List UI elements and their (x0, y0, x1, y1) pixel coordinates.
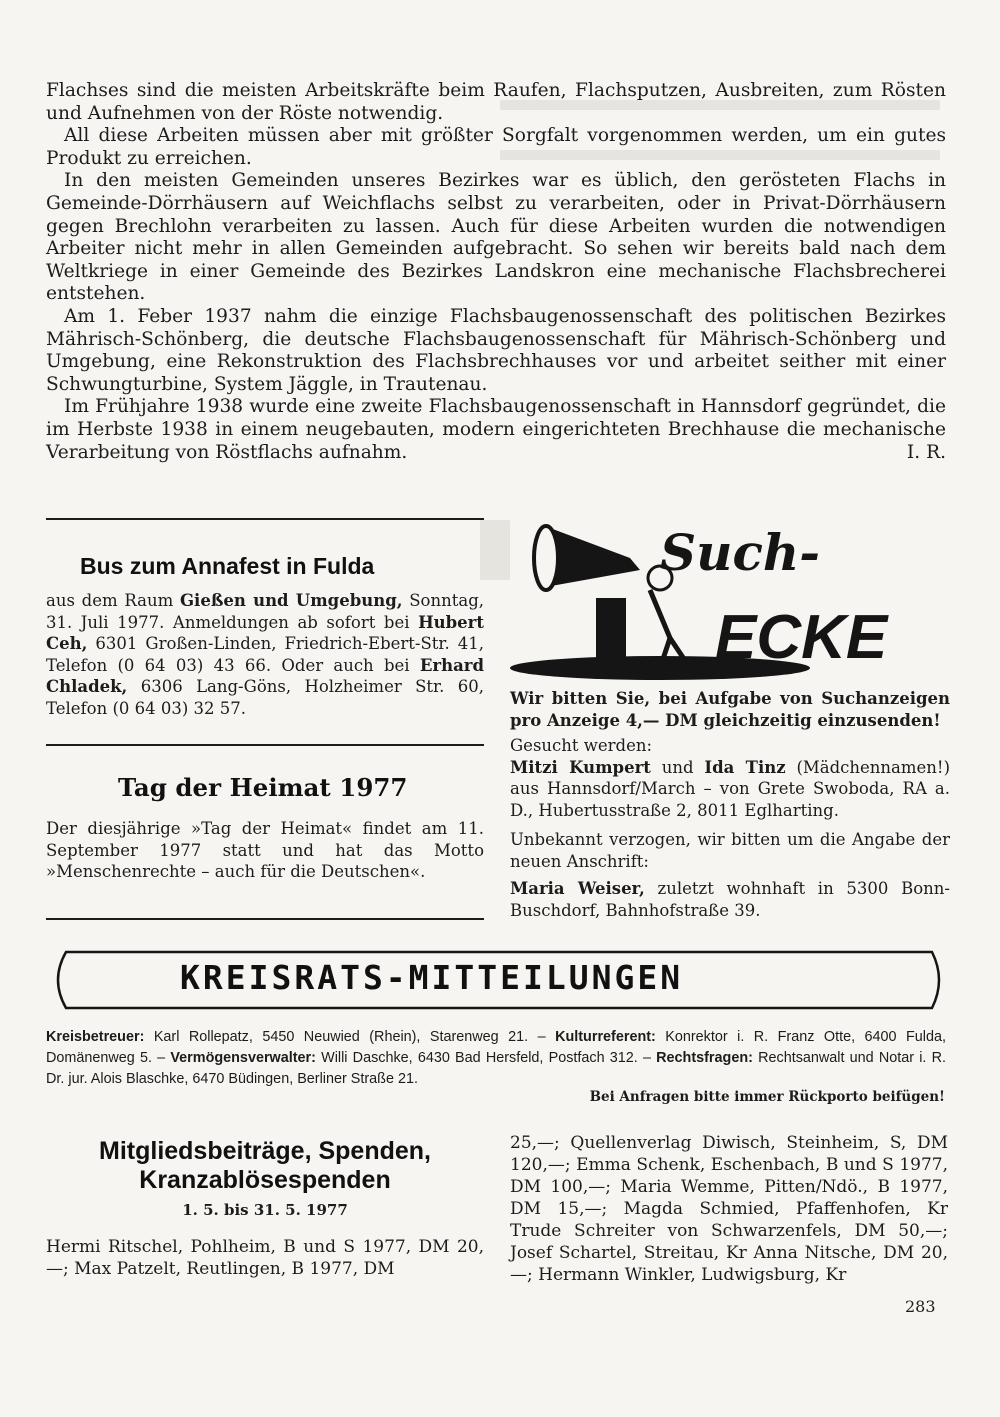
donations-list-right: 25,—; Quellenverlag Diwisch, Steinheim, S, DM 120,—; Emma Schenk, Eschenbach, B und S 1977, DM 100,—; Maria Wemme, Pitten/Ndö., B 1977, DM 15,—; Magda Schmied, Pfaffenhofen, Kr Trude Schreiter von Schwarzenfels, DM 50,—; Josef Schartel, Streitau, Kr Anna Nitsche, DM 20,—; Hermann Winkler, Ludwigsburg, Kr (510, 1133, 948, 1285)
bleed-through (480, 520, 510, 580)
mitgliedsbeitraege-period: 1. 5. bis 31. 5. 1977 (182, 1201, 348, 1219)
section-divider (46, 518, 484, 520)
kreisrat-label: Rechtsfragen: (656, 1050, 753, 1066)
bus-text: 6301 Großen-Linden, Friedrich-Ebert-Str. 41, Telefon (0 64 03) 43 66. Oder auch bei (46, 634, 484, 675)
telescope-lens (534, 526, 558, 590)
section-divider (46, 744, 484, 746)
rueckporto-note: Bei Anfragen bitte immer Rückporto beifügen! (589, 1089, 945, 1105)
article-paragraph: In den meisten Gemeinden unseres Bezirkes war es üblich, den gerösteten Flachs in Gemeinde-Dörrhäusern auf Weichflachs selbst zu verarbeiten, oder in Privat-Dörrhäusern gegen Brechlohn verarbeiten zu lassen. Auch für diese Arbeiten wurden die notwendigen Arbeiter nicht mehr in allen Gemeinden aufgebracht. So sehen wir bereits bald nach dem Weltkriege in einer Gemeinde des Bezirkes Landskron eine mechanische Flachsbrecherei entstehen. (46, 170, 946, 305)
kreisrat-value: Rechtsanwalt und Notar i. R. Dr. jur. Alois Blaschke, 6470 Büdingen, Berliner Straße 21. (46, 1050, 947, 1087)
bus-text: Sonntag, 31. Juli 1977. Anmeldungen ab sofort bei (46, 591, 484, 632)
section-divider (46, 918, 484, 920)
such-ecke-logo (510, 518, 942, 680)
kreisrat-title: KREISRATS-MITTEILUNGEN (180, 958, 684, 997)
tag-der-heimat-text: Der diesjährige »Tag der Heimat« findet am 11. September 1977 statt und hat das Motto »Menschenrechte – auch für die Deutschen«. (46, 819, 484, 881)
page-number: 283 (905, 1297, 936, 1316)
such-intro: Wir bitten Sie, bei Aufgabe von Suchanzeigen pro Anzeige 4,— DM gleichzeitig einzusenden! (510, 689, 950, 730)
bus-text: 6306 Lang-Göns, Holzheimer Str. 60, Telefon (0 64 03) 32 57. (46, 677, 484, 718)
article-paragraph: Am 1. Feber 1937 nahm die einzige Flachsbaugenossenschaft des politischen Bezirkes Mährisch-Schönberg, die deutsche Flachsbaugenossenschaft für Mährisch-Schönberg und Umgebung, eine Rekonstruktion des Flachsbrechhauses vor und arbeitet seither mit einer Schwungturbine, System Jäggle, in Trautenau. (46, 305, 946, 395)
bus-announcement (46, 590, 484, 719)
searched-name: Ida Tinz (704, 757, 786, 777)
logo-ecke: ECKE (715, 603, 888, 672)
such-entry (510, 878, 950, 921)
article-flachs (46, 80, 946, 464)
such-text: (Mädchennamen!) aus Hannsdorf/March – von Grete Swoboda, RA a. D., Hubertusstraße 2, 8011 Eglharting. (510, 757, 951, 820)
gesucht-label: Gesucht werden: (510, 736, 653, 755)
searched-name: Mitzi Kumpert (510, 757, 651, 777)
logo-pedestal (596, 598, 626, 666)
such-entry (510, 757, 950, 822)
searched-name: Maria Weiser, (510, 879, 645, 898)
such-ecke-content (510, 688, 950, 921)
article-paragraph-text: Im Frühjahre 1938 wurde eine zweite Flachsbaugenossenschaft in Hannsdorf gegründet, die im Herbste 1938 in einem neugebauten, modern eingerichteten Brechhause die mechanische Verarbeitung von Röstflachs aufnahm. (46, 396, 946, 463)
kreisrat-value: Willi Daschke, 6430 Bad Hersfeld, Postfach 312. – (315, 1050, 657, 1066)
such-text: zuletzt wohnhaft in 5300 Bonn-Buschdorf, Bahnhofstraße 39. (510, 879, 951, 920)
kreisrat-label: Kulturreferent: (555, 1029, 656, 1045)
bus-text: aus dem Raum (46, 591, 180, 610)
bus-region: Gießen und Umgebung, (179, 591, 403, 610)
article-paragraph: Flachses sind die meisten Arbeitskräfte beim Raufen, Flachsputzen, Ausbreiten, zum Rösten und Aufnehmen von der Röste notwendig. (46, 80, 946, 124)
bus-contact-name: Hubert Ceh, (46, 612, 484, 653)
article-signature: I. R. (906, 441, 946, 463)
bus-headline: Bus zum Annafest in Fulda (80, 553, 375, 579)
kreisrat-label: Vermögensverwalter: (170, 1050, 316, 1066)
kreisrat-value: Konrektor i. R. Franz Otte, 6400 Fulda, Domänenweg 5. – (46, 1029, 946, 1066)
kreisrat-info (46, 1027, 946, 1090)
article-paragraph (46, 396, 946, 464)
such-text: und (650, 757, 705, 777)
donations-list-left: Hermi Ritschel, Pohlheim, B und S 1977, DM 20,—; Max Patzelt, Reutlingen, B 1977, DM (46, 1237, 484, 1279)
article-paragraph: All diese Arbeiten müssen aber mit größter Sorgfalt vorgenommen werden, um ein gutes Produkt zu erreichen. (46, 125, 946, 169)
logo-such: Such- (660, 523, 821, 582)
tag-der-heimat-headline: Tag der Heimat 1977 (118, 773, 408, 802)
kreisrat-label: Kreisbetreuer: (46, 1029, 145, 1045)
bus-contact-name: Erhard Chladek, (46, 655, 484, 696)
unbekannt-label: Unbekannt verzogen, wir bitten um die Angabe der neuen Anschrift: (510, 830, 950, 871)
kreisrat-value: Karl Rollepatz, 5450 Neuwied (Rhein), Starenweg 21. – (144, 1029, 556, 1045)
mitgliedsbeitraege-headline: Mitgliedsbeiträge, Spenden, Kranzablösespenden (99, 1137, 431, 1194)
